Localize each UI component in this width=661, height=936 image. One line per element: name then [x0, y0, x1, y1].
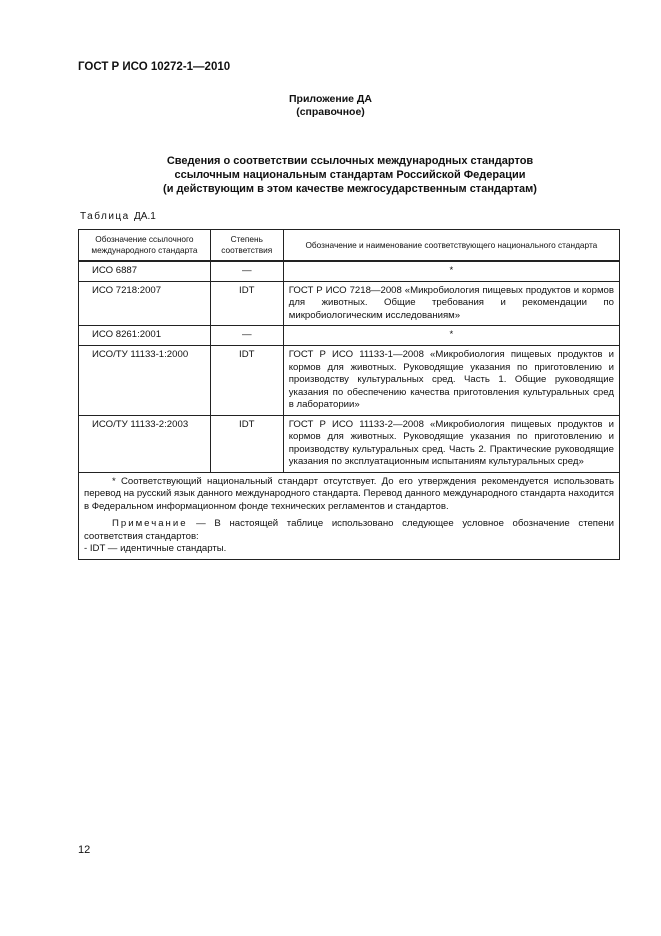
note	[84, 518, 614, 543]
header-degree	[210, 230, 283, 262]
header-designation-line-2: международного стандарта	[91, 245, 198, 255]
table-row	[79, 326, 620, 346]
annex-subtitle: (справочное)	[296, 106, 365, 118]
row-national-standard: *	[283, 326, 619, 346]
table-footer	[79, 472, 620, 559]
row-degree: —	[210, 261, 283, 281]
page-number: 12	[78, 844, 91, 856]
section-title-line-3: (и действующим в этом качестве межгосударственным стандартам)	[163, 183, 537, 195]
row-national-standard: *	[283, 261, 619, 281]
section-title-line-2: ссылочным национальным стандартам Российской Федерации	[174, 169, 526, 181]
note-label: Примечание	[112, 518, 188, 529]
header-designation-line-1: Обозначение ссылочного	[95, 234, 194, 244]
row-national-standard: ГОСТ Р ИСО 11133-1—2008 «Микробиология пищевых продуктов и кормов для животных. Руководящие указания по приготовлению и производству культуральных сред. Часть 1. Общие руководящие указания по обеспечению качества приготовления культуральных сред в лаборатории»	[283, 346, 619, 416]
row-designation: ИСО/ТУ 11133-2:2003	[79, 415, 211, 472]
table-row	[79, 415, 620, 472]
row-degree: IDT	[210, 346, 283, 416]
table-header-row	[79, 230, 620, 262]
section-title-line-1: Сведения о соответствии ссылочных международных стандартов	[166, 155, 534, 167]
row-degree: IDT	[210, 415, 283, 472]
table-caption-number: ДА.1	[134, 211, 156, 222]
row-national-standard: ГОСТ Р ИСО 7218—2008 «Микробиология пищевых продуктов и кормов для животных. Общие требования и рекомендации по микробиологическим исследованиям»	[283, 281, 619, 326]
correspondence-table	[78, 229, 620, 560]
header-degree-line-2: соответствия	[221, 245, 273, 255]
table-caption	[80, 211, 156, 222]
header-national-standard: Обозначение и наименование соответствующего национального стандарта	[283, 230, 619, 262]
footnote: * Соответствующий национальный стандарт отсутствует. До его утверждения рекомендуется использовать перевод на русский язык данного международного стандарта. Перевод данного международного стандарта находится в Федеральном информационном фонде технических регламентов и стандартов.	[84, 475, 614, 512]
table-footer-row	[79, 472, 620, 559]
row-designation: ИСО 8261:2001	[79, 326, 211, 346]
row-designation: ИСО/ТУ 11133-1:2000	[79, 346, 211, 416]
table-caption-label: Таблица	[80, 211, 130, 222]
row-degree: —	[210, 326, 283, 346]
row-national-standard: ГОСТ Р ИСО 11133-2—2008 «Микробиология пищевых продуктов и кормов для животных. Руководящие указания по приготовлению и производству культуральных сред. Часть 2. Практические руководящие указания по эксплуатационным испытаниям культуральных сред»	[283, 415, 619, 472]
annex-title: Приложение ДА	[289, 93, 372, 105]
section-title	[110, 154, 590, 196]
row-designation: ИСО 7218:2007	[79, 281, 211, 326]
table-row	[79, 261, 620, 281]
table-row	[79, 346, 620, 416]
row-degree: IDT	[210, 281, 283, 326]
header-designation	[79, 230, 211, 262]
row-designation: ИСО 6887	[79, 261, 211, 281]
table-row	[79, 281, 620, 326]
header-degree-line-1: Степень	[230, 234, 263, 244]
note-item: - IDT — идентичные стандарты.	[84, 543, 227, 554]
note-text: — В настоящей таблице использовано следующее условное обозначение степени соответствия стандартов:	[84, 518, 614, 542]
document-code: ГОСТ Р ИСО 10272-1—2010	[78, 61, 231, 73]
